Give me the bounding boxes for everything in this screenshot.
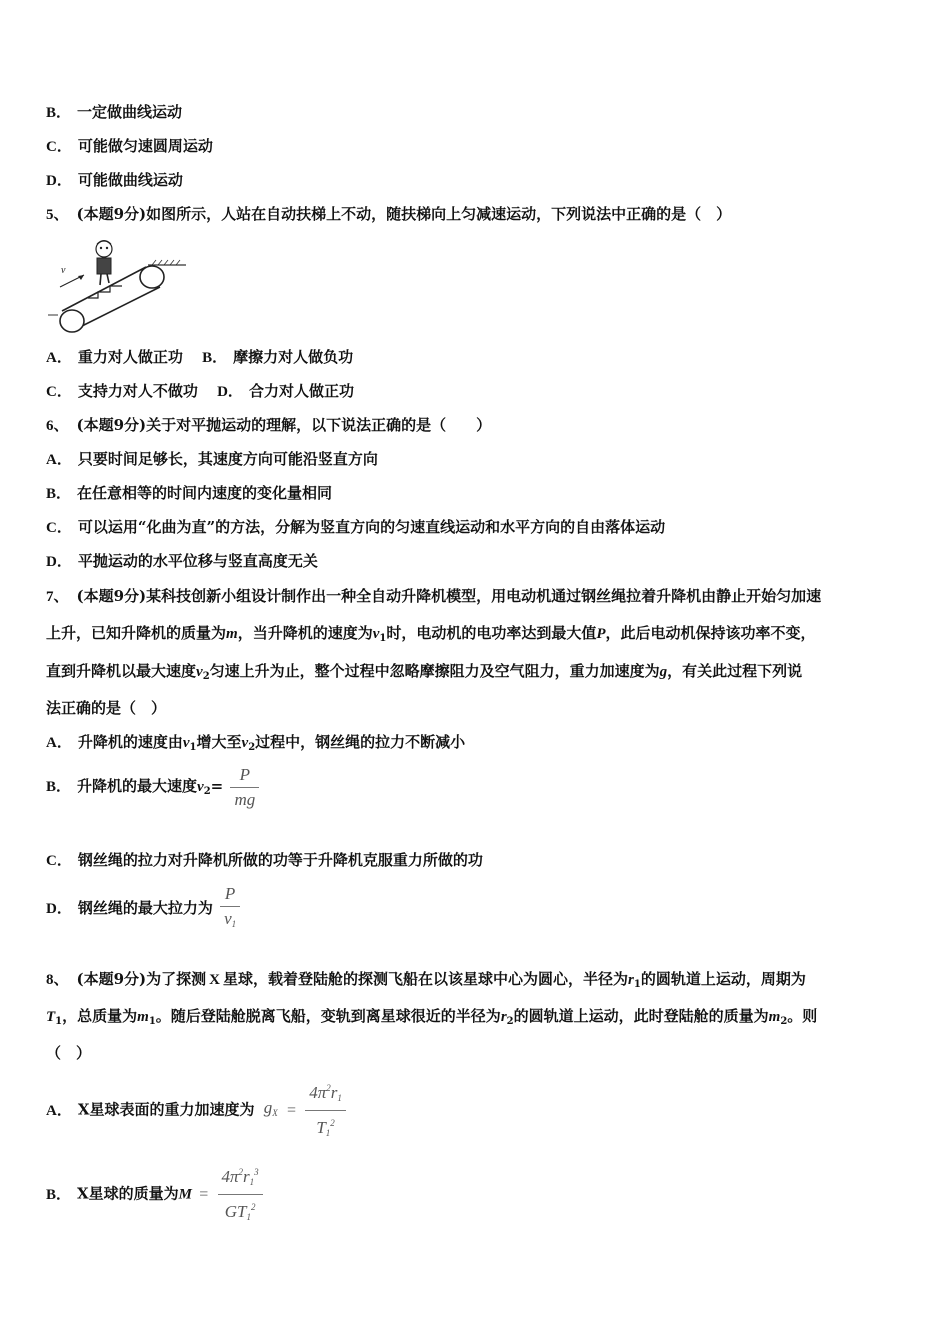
- q8-stem-line1: 8、 (本题9分)为了探测 X 星球，载着登陆舱的探测飞船在以该星球中心为圆心，半径为$r_1$的圆轨道上运动，周期为: [46, 970, 806, 990]
- q8-option-b: B． X星球的质量为M = $\frac{4\pi^2r_1^3}{GT_1^2}$: [46, 1162, 265, 1227]
- q6-option-d: D． 平抛运动的水平位移与竖直高度无关: [46, 552, 318, 570]
- q4-option-d: D． 可能做曲线运动: [46, 171, 183, 189]
- q6-option-b: B． 在任意相等的时间内速度的变化量相同: [46, 484, 333, 502]
- q7-stem-line4: 法正确的是（ ）: [46, 699, 167, 717]
- q5-options-ab: A． 重力对人做正功 B． 摩擦力对人做负功: [46, 348, 354, 366]
- fraction-p-over-v1: $\frac{P}{v_1}$: [220, 884, 240, 934]
- q6-stem: 6、 (本题9分)关于对平抛运动的理解，以下说法正确的是（ ）: [46, 416, 492, 434]
- q6-option-a: A． 只要时间足够长，其速度方向可能沿竖直方向: [46, 450, 378, 468]
- fraction-planet-mass: $\frac{4\pi^2r_1^3}{GT_1^2}$: [218, 1162, 263, 1227]
- fraction-p-over-mg: $\frac{P}{mg}$: [230, 765, 259, 810]
- q6-option-c: C． 可以运用“化曲为直”的方法，分解为竖直方向的匀速直线运动和水平方向的自由落体运动: [46, 518, 666, 536]
- fraction-gravity-accel: $\frac{4\pi^2r_1}{T_1^2}$: [305, 1078, 346, 1143]
- q7-option-c: C． 钢丝绳的拉力对升降机所做的功等于升降机克服重力所做的功: [46, 851, 483, 869]
- q4-option-c: C． 可能做匀速圆周运动: [46, 137, 213, 155]
- q5-stem: 5、 (本题9分)如图所示，人站在自动扶梯上不动，随扶梯向上匀减速运动，下列说法中正确的是（ ）: [46, 205, 732, 223]
- q5-options-cd: C． 支持力对人不做功 D． 合力对人做正功: [46, 382, 354, 400]
- q7-stem-line3: 直到升降机以最大速度$v_2$匀速上升为止，整个过程中忽略摩擦阻力及空气阻力，重力加速度为g，有关此过程下列说: [46, 662, 803, 682]
- q7-option-b: B． 升降机的最大速度$v_2=$ $\frac{P}{mg}$: [46, 764, 261, 814]
- q7-stem-line2: 上升，已知升降机的质量为m，当升降机的速度为$v_1$时，电动机的电功率达到最大值P，此后电动机保持该功率不变，: [46, 624, 816, 644]
- q7-stem-line1: 7、 (本题9分)某科技创新小组设计制作出一种全自动升降机模型，用电动机通过钢丝绳拉着升降机由静止开始匀加速: [46, 587, 822, 605]
- escalator-figure: [48, 235, 188, 335]
- q7-option-a: A． 升降机的速度由$v_1$增大至$v_2$过程中，钢丝绳的拉力不断减小: [46, 733, 466, 753]
- q8-option-a: A． X星球表面的重力加速度为 $g_X$ = $\frac{4\pi^2r_1}{T_1^2}$: [46, 1078, 348, 1143]
- q8-stem-line2: $T_1$，总质量为$m_1$。随后登陆舱脱离飞船，变轨到离星球很近的半径为$r_2$的圆轨道上运动，此时登陆舱的质量为$m_2$。则: [46, 1007, 818, 1027]
- q8-stem-line3: （ ）: [46, 1044, 92, 1062]
- q4-option-b: B． 一定做曲线运动: [46, 103, 183, 121]
- figure-label-v: v: [61, 265, 66, 276]
- q7-option-d: D． 钢丝绳的最大拉力为 $\frac{P}{v_1}$: [46, 884, 242, 934]
